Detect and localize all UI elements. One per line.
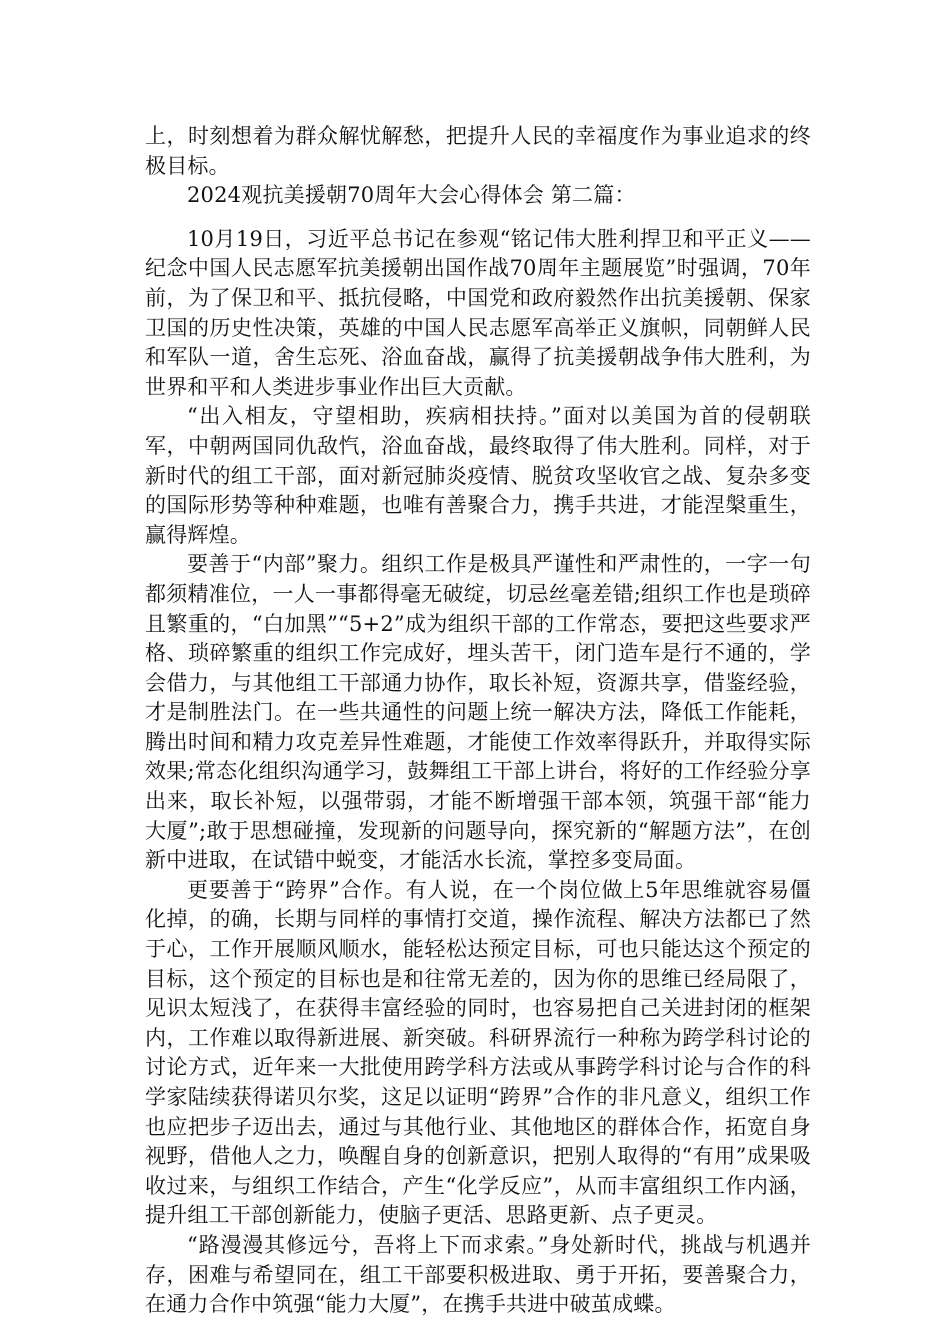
- paragraph-intro: 10月19日，习近平总书记在参观“铭记伟大胜利捍卫和平正义——纪念中国人民志愿军抗美援朝出国作战70周年主题展览”时强调，70年前，为了保卫和平、抵抗侵略，中国党和政府毅然作出抗美援朝、保家卫国的历史性决策，英雄的中国人民志愿军高举正义旗帜，同朝鲜人民和军队一道，舍生忘死、浴血奋战，赢得了抗美援朝战争伟大胜利，为世界和平和人类进步事业作出巨大贡献。: [145, 226, 811, 399]
- paragraph-conclusion: “路漫漫其修远兮，吾将上下而求索。”身处新时代，挑战与机遇并存，困难与希望同在，组工干部要积极进取、勇于开拓，要善聚合力，在通力合作中筑强“能力大厦”，在携手共进中破茧成蝶。: [145, 1232, 811, 1317]
- document-body: [145, 122, 811, 1320]
- paragraph-quote: “出入相友，守望相助，疾病相扶持。”面对以美国为首的侵朝联军，中朝两国同仇敌忾，浴血奋战，最终取得了伟大胜利。同样，对于新时代的组工干部，面对新冠肺炎疫情、脱贫攻坚收官之战、复杂多变的国际形势等种种难题，也唯有善聚合力，携手共进，才能涅槃重生，赢得辉煌。: [145, 404, 811, 547]
- paragraph-continuation: 上，时刻想着为群众解忧解愁，把提升人民的幸福度作为事业追求的终极目标。: [145, 124, 811, 178]
- section-heading: 2024观抗美援朝70周年大会心得体会 第二篇：: [187, 183, 636, 208]
- paragraph-cross-boundary: 更要善于“跨界”合作。有人说，在一个岗位做上5年思维就容易僵化掉，的确，长期与同样的事情打交道，操作流程、解决方法都已了然于心，工作开展顺风顺水，能轻松达预定目标，可也只能达这个预定的目标，这个预定的目标也是和往常无差的，因为你的思维已经局限了，见识太短浅了，在获得丰富经验的同时，也容易把自己关进封闭的框架内，工作难以取得新进展、新突破。科研界流行一种称为跨学科讨论的讨论方式，近年来一大批使用跨学科方法或从事跨学科讨论与合作的科学家陆续获得诺贝尔奖，这足以证明“跨界”合作的非凡意义，组织工作也应把步子迈出去，通过与其他行业、其他地区的群体合作，拓宽自身视野，借他人之力，唤醒自身的创新意识，把别人取得的“有用”成果吸收过来，与组织工作结合，产生“化学反应”，从而丰富组织工作内涵，提升组工干部创新能力，使脑子更活、思路更新、点子更灵。: [145, 877, 811, 1228]
- paragraph-internal-cohesion: 要善于“内部”聚力。组织工作是极具严谨性和严肃性的，一字一句都须精准位，一人一事都得毫无破绽，切忌丝毫差错;组织工作也是琐碎且繁重的，“白加黑”“5+2”成为组织干部的工作常态，要把这些要求严格、琐碎繁重的组织工作完成好，埋头苦干，闭门造车是行不通的，学会借力，与其他组工干部通力协作，取长补短，资源共享，借鉴经验，才是制胜法门。在一些共通性的问题上统一解决方法，降低工作能耗，腾出时间和精力攻克差异性难题，才能使工作效率得跃升，并取得实际效果;常态化组织沟通学习，鼓舞组工干部上讲台，将好的工作经验分享出来，取长补短，以强带弱，才能不断增强干部本领，筑强干部“能力大厦”;敢于思想碰撞，发现新的问题导向，探究新的“解题方法”，在创新中进取，在试错中蜕变，才能活水长流，掌控多变局面。: [145, 552, 811, 873]
